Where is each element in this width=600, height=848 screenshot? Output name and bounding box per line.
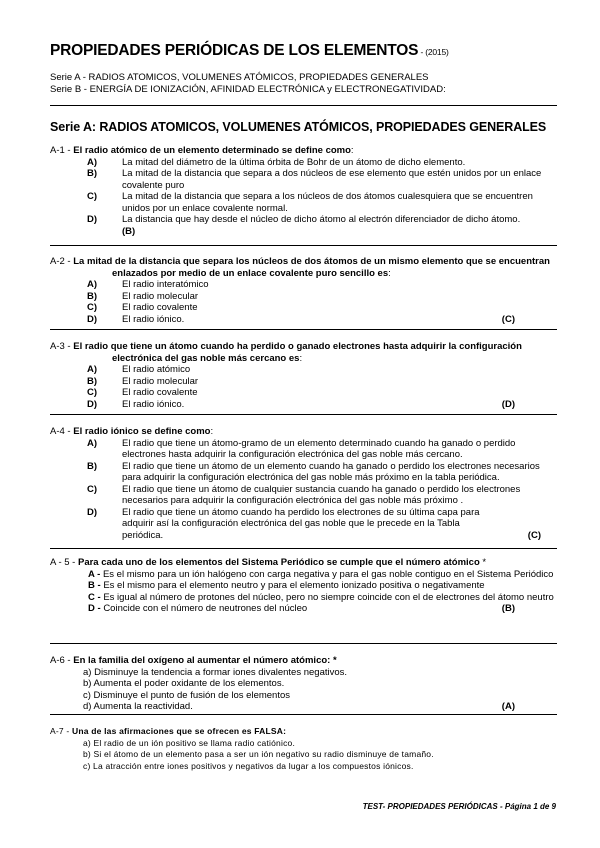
option-b <box>50 168 557 191</box>
option-b: b) Aumenta el poder oxidante de los elementos. <box>83 678 285 689</box>
option-c <box>50 191 557 214</box>
option-d <box>50 214 557 226</box>
answer-label: (C) <box>501 313 515 325</box>
page-title <box>50 42 449 60</box>
question-divider <box>50 643 557 644</box>
option-c <box>50 592 557 604</box>
option-key: B) <box>87 168 98 179</box>
page-footer: TEST- PROPIEDADES PERIÓDICAS - Página 1 de 9 <box>362 802 556 811</box>
answer-label: (D) <box>501 398 515 410</box>
option-key: D - <box>88 603 104 614</box>
option-text: La mitad del diámetro de la última órbita de Bohr de un átomo de dicho elemento. <box>122 156 466 168</box>
option-b: b) Si el átomo de un elemento pasa a ser un ión negativo su radio disminuye de tamaño. <box>83 749 434 759</box>
answer-label: (B) <box>501 603 515 614</box>
option-d <box>50 603 557 615</box>
question-a3 <box>50 341 557 410</box>
option-text: Es igual al número de protones del núcleo, pero no siempre coincide con el de electrones del átomo neutro <box>103 591 554 603</box>
option-text: Es el mismo para el elemento neutro y para el elemento ionizado positiva o negativamente <box>103 580 485 591</box>
question-a4 <box>50 426 557 541</box>
option-text: El radio que tiene un átomo cuando ha perdido los electrones de su última capa para adquirir así la configuración electrónica del gas noble que le precede en la Tabla periódica. <box>122 506 480 541</box>
question-tail: : <box>299 352 303 364</box>
question-number: A-2 - <box>50 256 74 267</box>
option-b <box>50 376 557 388</box>
option-c: c) Disminuye el punto de fusión de los elementos <box>83 689 291 701</box>
option-key: C) <box>87 191 98 202</box>
option-key: C - <box>88 591 104 603</box>
question-stem <box>50 655 557 667</box>
question-stem <box>50 557 557 569</box>
serie-a-line: Serie A - RADIOS ATOMICOS, VOLUMENES ATÓMICOS, PROPIEDADES GENERALES <box>50 72 429 83</box>
question-a2 <box>50 256 557 325</box>
question-number: A-7 - <box>50 726 72 736</box>
option-c <box>50 484 557 507</box>
option-a <box>50 364 557 376</box>
option-text: El radio iónico. <box>122 398 185 410</box>
option-a <box>50 157 557 169</box>
option-key: A - <box>88 568 103 580</box>
option-b <box>50 461 557 484</box>
option-key: B) <box>87 375 98 387</box>
option-text: La mitad de la distancia que separa a dos núcleos de ese elemento que estén unidos por un enlace covalente puro <box>122 168 542 191</box>
question-tail: : <box>350 145 354 156</box>
option-text: El radio que tiene un átomo-gramo de un elemento determinado cuando ha ganado o perdido electrones hasta adquirir la configuración electrónica del gas noble más cercano. <box>122 437 516 460</box>
option-key: B - <box>88 580 104 591</box>
question-divider <box>50 414 557 415</box>
answer-label: (A) <box>501 701 515 712</box>
question-number: A-3 - <box>50 341 74 352</box>
option-key: D) <box>87 214 98 225</box>
question-a6 <box>50 655 557 713</box>
option-d <box>50 399 557 411</box>
option-key: C) <box>87 387 98 398</box>
serie-b-line: Serie B - ENERGÍA DE IONIZACIÓN, AFINIDAD ELECTRÓNICA y ELECTRONEGATIVIDAD: <box>50 84 446 95</box>
option-text: El radio molecular <box>122 375 199 387</box>
question-text: El radio iónico se define como <box>73 426 211 437</box>
question-number: A-4 - <box>50 426 74 437</box>
option-a <box>50 279 557 291</box>
question-divider <box>50 714 557 715</box>
question-text: Una de las afirmaciones que se ofrecen es FALSA: <box>71 726 287 736</box>
question-stem <box>50 426 557 438</box>
question-stem <box>50 145 557 157</box>
option-key: A) <box>87 279 98 290</box>
option-c: c) La atracción entre iones positivos y negativos da lugar a los compuestos iónicos. <box>83 760 414 771</box>
answer-row <box>50 226 557 238</box>
option-a: a) El radio de un ión positivo se llama radio catiónico. <box>83 737 296 748</box>
option-key: D) <box>87 398 98 410</box>
option-text: El radio que tiene un átomo de un elemento cuando ha ganado o perdido los electrones necesarios para adquirir la configuración electrónica del gas noble más próximo en la tabla periódica. <box>122 460 540 483</box>
option-key: A) <box>87 156 98 168</box>
option-key: A) <box>87 364 98 375</box>
question-divider <box>50 329 557 330</box>
question-divider <box>50 245 557 246</box>
question-number: A-1 - <box>50 145 74 156</box>
option-d <box>50 507 557 542</box>
option-text: Es el mismo para un ión halógeno con carga negativa y para el gas noble contiguo en el Sistema Periódico <box>102 568 554 580</box>
option-text: El radio covalente <box>122 387 198 398</box>
option-text: La distancia que hay desde el núcleo de dicho átomo al electrón diferenciador de dicho átomo. <box>122 214 521 225</box>
option-a <box>50 438 557 461</box>
question-text: La mitad de la distancia que separa los núcleos de dos átomos de un mismo elemento que se encuentran enlazados por medio de un enlace covalente puro sencillo es <box>73 256 550 279</box>
option-text: El radio que tiene un átomo de cualquier sustancia cuando ha ganado o perdido los electrones necesarios para adquirir la configuración electrónica del gas noble más próximo . <box>122 483 521 506</box>
option-text: El radio covalente <box>122 302 198 313</box>
option-d <box>50 701 557 713</box>
question-text: En la familia del oxígeno al aumentar el número atómico: * <box>73 655 337 666</box>
question-text: Para cada uno de los elementos del Sistema Periódico se cumple que el número atómico <box>77 557 480 568</box>
option-c <box>50 302 557 314</box>
question-a1 <box>50 145 557 237</box>
answer-label: (C) <box>527 529 541 541</box>
title-text: PROPIEDADES PERIÓDICAS DE LOS ELEMENTOS <box>50 42 419 59</box>
option-text: El radio iónico. <box>122 313 185 325</box>
question-text: El radio que tiene un átomo cuando ha perdido o ganado electrones hasta adquirir la configuración electrónica del gas noble más cercano es <box>73 341 522 364</box>
title-year: - (2015) <box>418 47 449 57</box>
option-text: El radio atómico <box>122 364 191 375</box>
option-key: B) <box>87 290 98 302</box>
question-divider <box>50 548 557 549</box>
question-stem <box>50 256 557 279</box>
option-key: D) <box>87 313 98 325</box>
option-a <box>50 569 557 581</box>
question-a5 <box>50 557 557 615</box>
question-stem <box>50 726 557 738</box>
option-c <box>50 387 557 399</box>
option-b <box>50 291 557 303</box>
option-key: C) <box>87 302 98 313</box>
option-b <box>50 580 557 592</box>
option-text: Coincide con el número de neutrones del núcleo <box>103 603 308 614</box>
option-text: La mitad de la distancia que separa a los núcleos de dos átomos cualesquiera que se encuentren unidos por un enlace covalente normal. <box>122 191 533 214</box>
question-number: A - 5 - <box>50 557 78 568</box>
section-heading: Serie A: RADIOS ATOMICOS, VOLUMENES ATÓMICOS, PROPIEDADES GENERALES <box>50 120 547 134</box>
option-key: B) <box>87 460 98 472</box>
question-tail: : <box>210 426 214 437</box>
option-text: El radio interatómico <box>122 279 209 290</box>
question-tail: : <box>388 267 391 279</box>
option-text: El radio molecular <box>122 290 199 302</box>
option-text: d) Aumenta la reactividad. <box>83 701 193 712</box>
option-d <box>50 314 557 326</box>
question-a7 <box>50 726 557 772</box>
option-key: C) <box>87 483 98 495</box>
question-text: El radio atómico de un elemento determinado se define como <box>73 145 351 156</box>
header-divider <box>50 105 557 106</box>
answer-label: (B) <box>122 225 136 237</box>
option-key: D) <box>87 506 98 518</box>
option-key: A) <box>87 437 98 449</box>
question-number: A-6 - <box>50 655 74 666</box>
question-tail: * <box>479 557 487 568</box>
question-stem <box>50 341 557 364</box>
option-a: a) Disminuye la tendencia a formar iones divalentes negativos. <box>83 666 348 678</box>
